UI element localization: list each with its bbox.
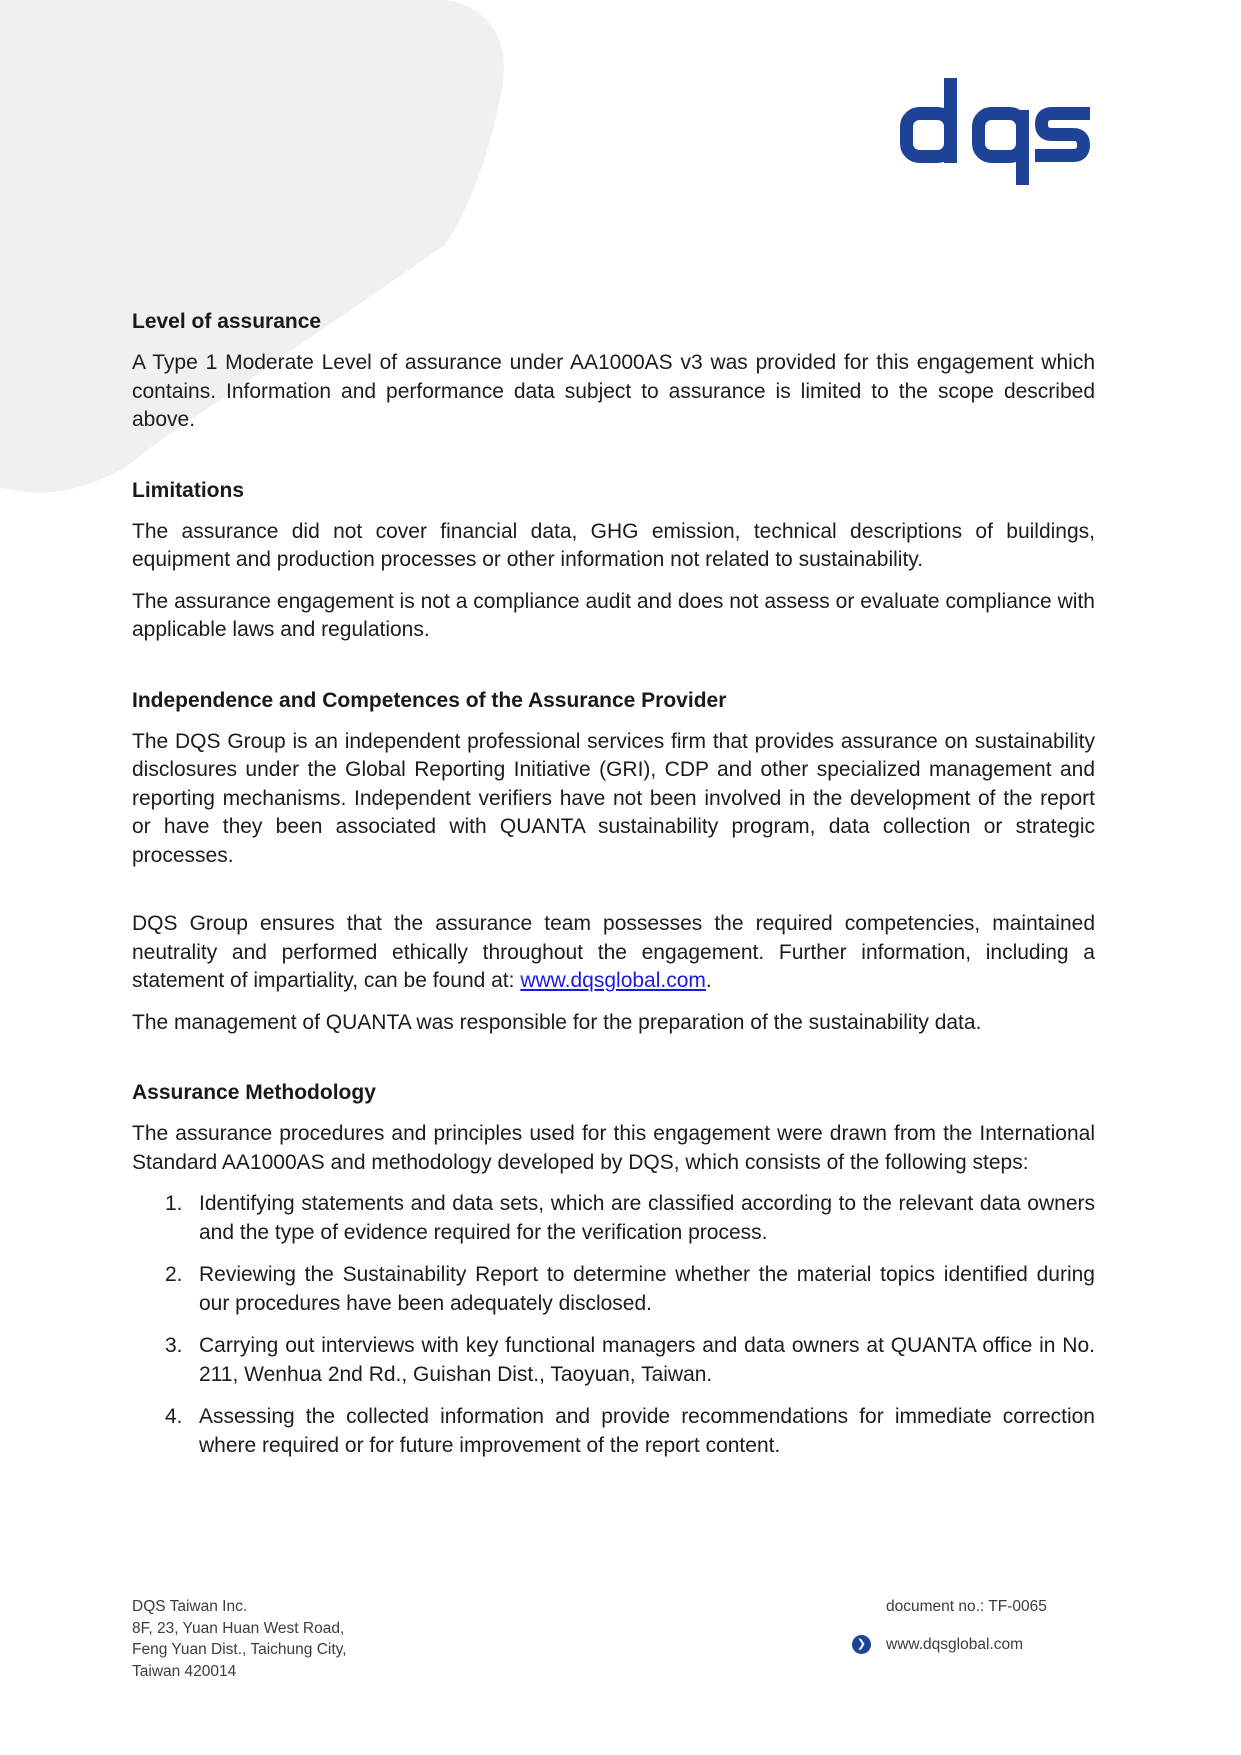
section-heading-limitations: Limitations (132, 478, 245, 502)
independence-paragraph-3: The management of QUANTA was responsible for the preparation of the sustainability data. (132, 1010, 982, 1034)
independence-paragraph-2 (132, 910, 1095, 996)
methodology-step-4 (132, 1403, 1095, 1460)
section-heading-independence: Independence and Competences of the Assurance Provider (132, 688, 727, 712)
footer-address-block (132, 1596, 347, 1682)
step-number: 1. (165, 1192, 183, 1215)
footer-website-row (852, 1634, 1047, 1656)
step-text: Reviewing the Sustainability Report to determine whether the material topics identified during our procedures have been adequately disclosed. (199, 1263, 1095, 1315)
level-of-assurance-paragraph: A Type 1 Moderate Level of assurance under AA1000AS v3 was provided for this engagement which contains. Information and performance data subject to assurance is limited to the scope described above. (132, 351, 1095, 431)
dqs-logo-graphic (900, 78, 1090, 188)
step-number: 3. (165, 1334, 183, 1357)
independence-paragraph-1: The DQS Group is an independent professional services firm that provides assurance on sustainability disclosures under the Global Reporting Initiative (GRI), CDP and other specialized management and reporting mechanisms. Independent verifiers have not been involved in the development of the report or have they been associated with QUANTA sustainability program, data collection or strategic processes. (132, 729, 1095, 867)
methodology-step-2 (132, 1261, 1095, 1318)
document-body (132, 308, 1095, 1474)
section-heading-level-of-assurance: Level of assurance (132, 310, 322, 333)
step-number: 4. (165, 1405, 183, 1428)
dqs-logo (900, 78, 1090, 193)
step-number: 2. (165, 1263, 183, 1286)
limitations-paragraph-1: The assurance did not cover financial data, GHG emission, technical descriptions of buildings, equipment and production processes or other information not related to sustainability. (132, 519, 1095, 571)
footer-address-line: Feng Yuan Dist., Taichung City, (132, 1641, 347, 1658)
dqsglobal-link[interactable]: www.dqsglobal.com (520, 969, 706, 992)
independence-paragraph-2-period: . (705, 969, 712, 992)
methodology-intro-paragraph: The assurance procedures and principles used for this engagement were drawn from the International Standard AA1000AS and methodology developed by DQS, which consists of the following steps: (132, 1122, 1095, 1174)
step-text: Identifying statements and data sets, which are classified according to the relevant data owners and the type of evidence required for the verification process. (199, 1192, 1095, 1244)
footer-meta-block (852, 1596, 1047, 1655)
step-text: Assessing the collected information and provide recommendations for immediate correction where required or for future improvement of the report content. (199, 1405, 1095, 1457)
limitations-paragraph-2: The assurance engagement is not a compliance audit and does not assess or evaluate compliance with applicable laws and regulations. (132, 589, 1095, 641)
footer-document-number: document no.: TF-0065 (886, 1598, 1047, 1615)
methodology-step-3 (132, 1332, 1095, 1389)
step-text: Carrying out interviews with key functional managers and data owners at QUANTA office in No. 211, Wenhua 2nd Rd., Guishan Dist., Taoyuan, Taiwan. (199, 1334, 1095, 1386)
chevron-circle-icon: ❯ (852, 1635, 871, 1654)
footer-company-name: DQS Taiwan Inc. (132, 1598, 248, 1615)
methodology-step-1 (132, 1190, 1095, 1247)
footer-website-text: www.dqsglobal.com (886, 1635, 1023, 1653)
independence-paragraph-2-text: DQS Group ensures that the assurance team possesses the required competencies, maintained neutrality and performed ethically throughout the engagement. Further information, including a statement of impartiality, can be found at: (132, 912, 1095, 992)
footer-address-line: Taiwan 420014 (132, 1662, 237, 1680)
methodology-steps-list (132, 1190, 1095, 1460)
footer-address-line: 8F, 23, Yuan Huan West Road, (132, 1619, 345, 1637)
section-heading-assurance-methodology: Assurance Methodology (132, 1081, 376, 1104)
